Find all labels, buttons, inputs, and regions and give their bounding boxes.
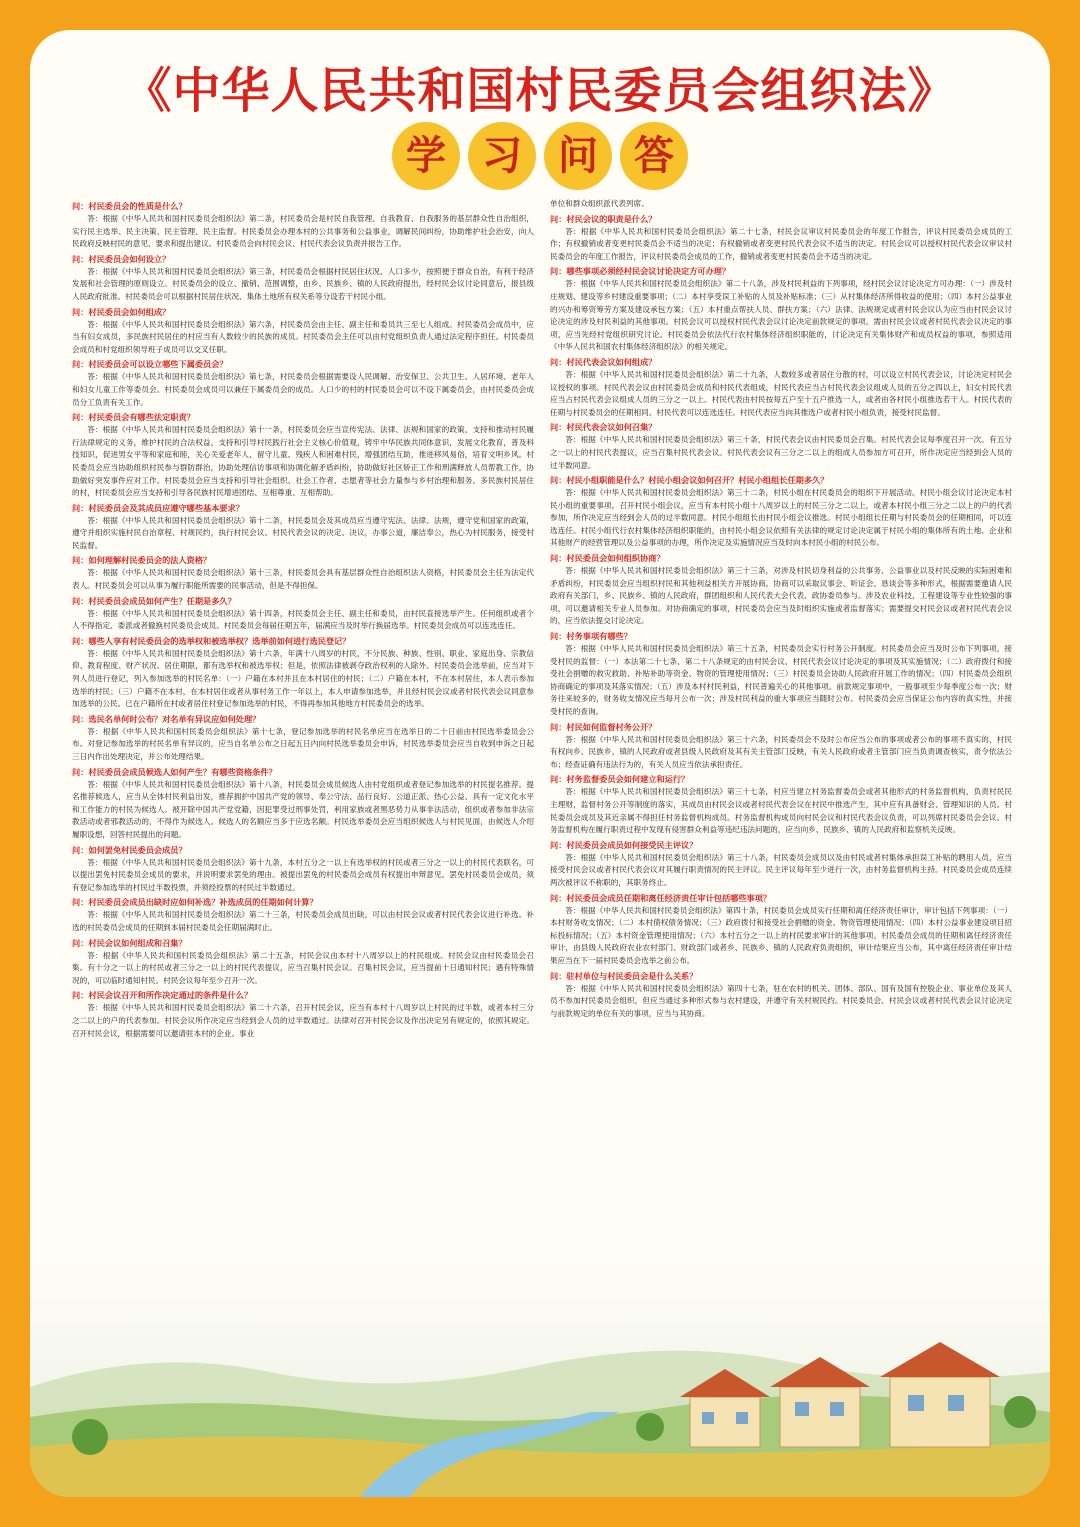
answer-text: 答：根据《中华人民共和国村民委员会组织法》第三十七条，村应当建立村务监督委员会或者其他形式的村务监督机构，负责村民民主理财，监督村务公开等制度的落实，其成员由村民会议或者村民代表会议在村民中推选产生，其中应有具备财会、管理知识的人员。村民委员会成员及其近亲属不得担任村务监督机构成员。村务监督机构成员向村民会议和村民代表会议负责，可以列席村民委员会会议。村务监督机构在履行职责过程中发现有侵害群众利益等违纪违法问题的，应当向乡、民族乡、镇的人民政府和监察机关反映。	[550, 787, 1012, 835]
answer-text: 答：根据《中华人民共和国村民委员会组织法》第二条，村民委员会是村民自我管理、自我教育、自我服务的基层群众性自治组织，实行民主选举、民主决策、民主管理、民主监督。村民委员会办理本村的公共事务和公益事业，调解民间纠纷，协助维护社会治安，向人民政府反映村民的意见、要求和提出建议。村民委员会向村民会议、村民代表会议负责并报告工作。	[72, 214, 534, 249]
question-heading: 问：村民会议的职责是什么？	[550, 213, 657, 224]
question-heading: 问：村民代表会议如何组成？	[550, 356, 657, 367]
answer-text: 答：根据《中华人民共和国村民委员会组织法》第三十五条，村民委员会实行村务公开制度。村民委员会应当及时公布下列事项，接受村民的监督：（一）本法第二十七条、第二十八条规定的由村民会议、村民代表会议讨论决定的事项及其实施情况；（二）政府拨付和接受社会捐赠的救灾救助、补贴补助等资金、物资的管理使用情况；（三）村民委员会协助人民政府开展工作的情况；（四）村民委员会组织协商确定的事项及其落实情况；（五）涉及本村村民利益，村民普遍关心的其他事项。前款规定事项中，一般事项至少每季度公布一次；财务往来较多的，财务收支情况应当每月公布一次；涉及村民利益的重大事项应当随时公布。村民委员会应当保证公布内容的真实性，并接受村民的查询。	[550, 644, 1012, 716]
answer-text: 答：根据《中华人民共和国村民委员会组织法》第三条，村民委员会根据村民居住状况、人口多少，按照便于群众自治，有利于经济发展和社会管理的原则设立。村民委员会的设立、撤销、范围调整，由乡、民族乡、镇的人民政府提出，经村民会议讨论同意后，报县级人民政府批准。村民委员会可以根据村民居住状况、集体土地所有权关系等分设若干村民小组。	[72, 266, 534, 301]
qa-columns	[72, 198, 1012, 1348]
answer-text: 答：根据《中华人民共和国村民委员会组织法》第三十三条，对涉及村民切身利益的公共事务、公益事业以及村民反映的实际困难和矛盾纠纷，村民委员会应当组织村民和其他利益相关方开展协商。协商可以采取议事会、听证会、恳谈会等多种形式，根据需要邀请人民政府有关部门，乡、民族乡、镇的人民政府，群团组织和人民代表大会代表、政协委员参与。涉及农业科技、工程建设等专业性较强的事项，可以邀请相关专业人员参加。对协商确定的事项，村民委员会应当及时组织实施或者监督落实；需要提交村民会议或者村民代表会议的，应当依法提交讨论决定。	[550, 566, 1012, 626]
question-heading: 问：如何罢免村民委员会成员？	[72, 844, 187, 855]
answer-text: 单位和群众组织派代表列席。	[550, 199, 649, 208]
answer-text: 答：根据《中华人民共和国村民委员会组织法》第三十六条，村民委员会不及时公布应当公布的事项或者公布的事项不真实的，村民有权向乡、民族乡、镇的人民政府或者县级人民政府及其有关主管部门反映，有关人民政府或者主管部门应当负责调查核实，责令依法公布；经查证确有违法行为的，有关人员应当依法承担责任。	[550, 734, 1012, 769]
question-heading: 问：村民代表会议如何召集？	[550, 422, 657, 433]
subtitle	[30, 122, 1050, 190]
answer-text: 答：根据《中华人民共和国村民委员会组织法》第十四条，村民委员会主任、副主任和委员，由村民直接选举产生。任何组织或者个人不得指定、委派或者撤换村民委员会成员。村民委员会每届任期五年，届满应当及时举行换届选举。村民委员会成员可以连选连任。	[72, 608, 534, 631]
question-heading: 问：驻村单位与村民委员会是什么关系？	[550, 970, 698, 981]
answer-text: 答：根据《中华人民共和国村民委员会组织法》第十三条，村民委员会具有基层群众性自治组织法人资格，村民委员会主任为法定代表人。村民委员会可以从事为履行职能所需要的民事活动，但是不得担保。	[72, 568, 534, 591]
question-heading: 问：村民委员会成员出缺时应如何补选？补选成员的任期如何计算？	[72, 897, 318, 908]
answer-text: 答：根据《中华人民共和国村民委员会组织法》第十八条，村民委员会成员候选人由村党组织或者登记参加选举的村民提名推荐。提名推荐候选人，应当从全体村民利益出发，推荐拥护中国共产党的领导、奉公守法、品行良好、公道正派、热心公益、具有一定文化水平和工作能力的村民为候选人。被开除中国共产党党籍，因犯罪受过刑事处罚，利用家族或者黑恶势力从事非法活动，组织或者参加非法宗教活动或者邪教活动的，不得作为候选人。候选人的名额应当多于应选名额。村民选举委员会应当组织候选人与村民见面，由候选人介绍履职设想，回答村民提出的问题。	[72, 779, 534, 839]
answer-text: 答：根据《中华人民共和国村民委员会组织法》第二十六条，召开村民会议，应当有本村十八周岁以上村民的过半数，或者本村三分之二以上的户的代表参加。村民会议所作决定应当经到会人员的过半数通过。法律对召开村民会议及作出决定另有规定的，依照其规定。召开村民会议，根据需要可以邀请驻本村的企业、事业	[72, 1003, 534, 1038]
answer-text: 答：根据《中华人民共和国村民委员会组织法》第十九条，本村五分之一以上有选举权的村民或者三分之一以上的村民代表联名，可以提出罢免村民委员会成员的要求，并说明要求罢免的理由。被提出罢免的村民委员会成员有权提出申辩意见。罢免村民委员会成员，须有登记参加选举的村民过半数投票，并须经投票的村民过半数通过。	[72, 857, 534, 892]
question-heading: 问：哪些事项必须经村民会议讨论决定方可办理？	[550, 266, 731, 277]
question-heading: 问：选民名单何时公布？对名单有异议应如何处理？	[72, 713, 261, 724]
answer-text: 答：根据《中华人民共和国村民委员会组织法》第十一条，村民委员会应当宣传宪法、法律、法规和国家的政策，支持和推动村民履行法律规定的义务，维护村民的合法权益，支持和引导村民践行社会主义核心价值观，铸牢中华民族共同体意识，发展文化教育，普及科技知识，促进男女平等和家庭和睦，关心关爱老年人、留守儿童、残疾人和困难村民，增强团结互助，推进移风易俗，培育文明乡风。村民委员会应当协助组织村民参与群防群治，协助处理信访事项和协调化解矛盾纠纷，协助做好社区矫正工作和刑满释放人员帮教工作，协助做好突发事件应对工作。村民委员会应当支持和引导社会组织、社会工作者、志愿者等社会力量参与乡村治理和服务。多民族村民居住的村，村民委员会应当支持和引导各民族村民增进团结、互相尊重、互相帮助。	[72, 425, 534, 498]
answer-text: 答：根据《中华人民共和国村民委员会组织法》第十七条，登记参加选举的村民名单应当在选举日的二十日前由村民选举委员会公布。对登记参加选举的村民名单有异议的，应当自名单公布之日起五日内向村民选举委员会申诉，村民选举委员会应当自收到申诉之日起三日内作出处理决定，并公布处理结果。	[72, 726, 534, 761]
question-heading: 问：村务监督委员会如何建立和运行？	[550, 774, 690, 785]
answer-text: 答：根据《中华人民共和国村民委员会组织法》第七条，村民委员会根据需要设人民调解、治安保卫、公共卫生、人居环境、老年人和妇女儿童工作等委员会。村民委员会成员可以兼任下属委员会的成员。人口少的村的村民委员会可以不设下属委员会，由村民委员会成员分工负责有关工作。	[72, 372, 534, 407]
answer-text: 答：根据《中华人民共和国村民委员会组织法》第十二条，村民委员会及其成员应当遵守宪法、法律、法规，遵守党和国家的政策，遵守并组织实施村民自治章程、村规民约，执行村民会议、村民代表会议的决定、决议，办事公道，廉洁奉公，热心为村民服务，接受村民监督。	[72, 515, 534, 550]
poster	[30, 30, 1050, 1497]
subtitle-char: 习	[468, 122, 536, 190]
question-heading: 问：村民委员会的性质是什么？	[72, 201, 187, 211]
answer-text: 答：根据《中华人民共和国村民委员会组织法》第二十三条，村民委员会成员出缺，可以由村民会议或者村民代表会议进行补选。补选的村民委员会成员的任期到本届村民委员会任期届满时止。	[72, 910, 534, 932]
answer-text: 答：根据《中华人民共和国村民委员会组织法》第二十八条，涉及村民利益的下列事项，经村民会议讨论决定方可办理：（一）涉及村庄规划、建设等乡村建设重要事项；（二）本村享受误工补贴的人员及补贴标准；（三）从村集体经济所得收益的使用；（四）本村公益事业的兴办和筹资筹劳方案及建设承包方案；（五）本村重点帮扶人员、群扶方案；（六）法律、法规规定或者村民会议认为应当由村民会议讨论决定的涉及村民利益的其他事项。村民会议可以授权村民代表会议讨论决定前款规定的事项。需由村民会议或者村民代表会议决定的事项，应当先经村党组织研究讨论。村民委员会依法代行农村集体经济组织职能的，讨论决定有关集体财产和成员权益的事项，参照适用《中华人民共和国农村集体经济组织法》的相关规定。	[550, 279, 1012, 352]
question-heading: 问：村务事项有哪些？	[550, 631, 632, 642]
question-heading: 问：村民委员会成员候选人如何产生？有哪些资格条件？	[72, 766, 277, 777]
answer-text: 答：根据《中华人民共和国村民委员会组织法》第三十八条，村民委员会成员以及由村民或者村集体承担误工补贴的聘用人员，应当接受村民会议或者村民代表会议对其履行职责情况的民主评议。民主评议每年至少进行一次，由村务监督机构主持。村民委员会成员连续两次被评议不称职的，其职务终止。	[550, 852, 1012, 887]
question-heading: 问：村民委员会成员任期和离任经济责任审计包括哪些事项？	[550, 892, 772, 903]
subtitle-char: 学	[392, 122, 460, 190]
question-heading: 问：村民会议召开和所作决定通过的条件是什么？	[72, 990, 253, 1001]
question-heading: 问：村民会议如何组成和召集？	[72, 937, 187, 948]
answer-text: 答：根据《中华人民共和国村民委员会组织法》第六条，村民委员会由主任、副主任和委员共三至七人组成。村民委员会成员中，应当有妇女成员，多民族村民居住的村应当有人数较少的民族的成员。村民委员会主任可以由村党组织负责人通过法定程序担任。村民委员会成员和村党组织领导班子成员可以交叉任职。	[72, 319, 534, 354]
question-heading: 问：村民如何监督村务公开？	[550, 721, 657, 732]
answer-text: 答：根据《中华人民共和国村民委员会组织法》第四十七条，驻在农村的机关、团体、部队、国有及国有控股企业、事业单位及其人员不参加村民委员会组织，但应当通过多种形式参与农村建设，并遵守有关村规民约。村民委员会、村民会议或者村民代表会议讨论决定与前款规定的单位有关的事项，应当与其协商。	[550, 983, 1012, 1018]
question-heading: 问：如何理解村民委员会的法人资格？	[72, 555, 212, 566]
answer-text: 答：根据《中华人民共和国村民委员会组织法》第四十条，村民委员会成员实行任期和离任经济责任审计，审计包括下列事项：（一）本村财务收支情况；（二）本村债权债务情况；（三）政府拨付和接受社会捐赠的资金、物资管理使用情况；（四）本村公益事业建设项目招标投标情况；（五）本村资金管理使用情况；（六）本村五分之一以上的村民要求审计的其他事项。村民委员会成员的任期和离任经济责任审计，由县级人民政府农业农村部门、财政部门或者乡、民族乡、镇的人民政府负责组织，审计结果应当公布，其中离任经济责任审计结果应当在下一届村民委员会选举之前公布。	[550, 905, 1012, 965]
right-column	[550, 198, 1012, 1348]
question-heading: 问：村民委员会如何设立？	[72, 253, 171, 264]
subtitle-char: 答	[620, 122, 688, 190]
answer-text: 答：根据《中华人民共和国村民委员会组织法》第十六条，年满十八周岁的村民，不分民族、种族、性别、职业、家庭出身、宗教信仰、教育程度、财产状况、居住期限，都有选举权和被选举权；但是，依照法律被剥夺政治权利的人除外。村民委员会选举前，应当对下列人员进行登记，列入参加选举的村民名单：（一）户籍在本村并且在本村居住的村民；（二）户籍在本村，不在本村居住，本人表示参加选举的村民；（三）户籍不在本村，在本村居住或者从事村务工作一年以上，本人申请参加选举，并且经村民会议或者村民代表会议同意参加选举的公民。已在户籍所在村或者居住村登记参加选举的村民，不得再参加其他地方村民委员会的选举。	[72, 648, 534, 709]
answer-text: 答：根据《中华人民共和国村民委员会组织法》第三十条，村民代表会议由村民委员会召集。村民代表会议每季度召开一次。有五分之一以上的村民代表提议，应当召集村民代表会议。村民代表会议有三分之二以上的组成人员参加方可召开，所作决定应当经到会人员的过半数同意。	[550, 435, 1012, 470]
subtitle-char: 问	[544, 122, 612, 190]
question-heading: 问：村民小组职能是什么？村民小组会议如何召开？村民小组组长任期多久？	[550, 475, 829, 486]
answer-text: 答：根据《中华人民共和国村民委员会组织法》第二十七条，村民会议审议村民委员会的年度工作报告，评议村民委员会成员的工作；有权撤销或者变更村民委员会不适当的决定；有权撤销或者变更村民代表会议不适当的决定。村民会议可以授权村民代表会议审议村民委员会的年度工作报告，评议村民委员会成员的工作，撤销或者变更村民委员会不适当的决定。	[550, 226, 1012, 261]
question-heading: 问：村民委员会成员如何接受民主评议？	[550, 839, 698, 850]
question-heading: 问：哪些人享有村民委员会的选举权和被选举权？选举前如何进行选民登记？	[72, 635, 351, 646]
left-column	[72, 198, 534, 1348]
answer-text: 答：根据《中华人民共和国村民委员会组织法》第二十九条，人数较多或者居住分散的村，可以设立村民代表会议，讨论决定村民会议授权的事项。村民代表会议由村民委员会成员和村民代表组成，村民代表应当占村民代表会议组成人员的五分之四以上，妇女村民代表应当占村民代表会议组成人员的三分之一以上。村民代表由村民按每五户至十五户推选一人，或者由各村民小组推选若干人。村民代表的任期与村民委员会的任期相同。村民代表可以连选连任。村民代表应当向其推选户或者村民小组负责，接受村民监督。	[550, 369, 1012, 417]
question-heading: 问：村民委员会有哪些法定职责？	[72, 412, 195, 423]
answer-text: 答：根据《中华人民共和国村民委员会组织法》第二十五条，村民会议由本村十八周岁以上的村民组成。村民会议由村民委员会召集。有十分之一以上的村民或者三分之一以上的村民代表提议，应当召集村民会议。召集村民会议，应当提前十日通知村民；遇有特殊情况的，可以临时通知村民。村民会议每年至少召开一次。	[72, 950, 534, 985]
question-heading: 问：村民委员会如何组成？	[72, 306, 171, 317]
question-heading: 问：村民委员会如何组织协商？	[550, 553, 665, 564]
page-title: 《中华人民共和国村民委员会组织法》	[123, 63, 957, 119]
answer-text: 答：根据《中华人民共和国村民委员会组织法》第三十二条，村民小组在村民委员会的组织下开展活动。村民小组会议讨论决定本村民小组的重要事项。召开村民小组会议，应当有本村民小组十八周岁以上的村民三分之二以上，或者本村民小组三分之二以上的户的代表参加，所作决定应当经到会人员的过半数同意。村民小组组长由村民小组会议推选。村民小组组长任期与村民委员会的任期相同，可以连选连任。村民小组代行农村集体经济组织职能的，由村民小组会议依照有关法律的规定讨论决定属于村民小组的集体所有的土地、企业和其他财产的经营管理以及公益事项的办理，所作决定及实施情况应当及时向本村民小组的村民公布。	[550, 488, 1012, 548]
question-heading: 问：村民委员会成员如何产生？任期是多久？	[72, 595, 236, 606]
question-heading: 问：村民委员会可以设立哪些下属委员会？	[72, 359, 228, 370]
question-heading: 问：村民委员会及其成员应遵守哪些基本要求？	[72, 502, 244, 513]
